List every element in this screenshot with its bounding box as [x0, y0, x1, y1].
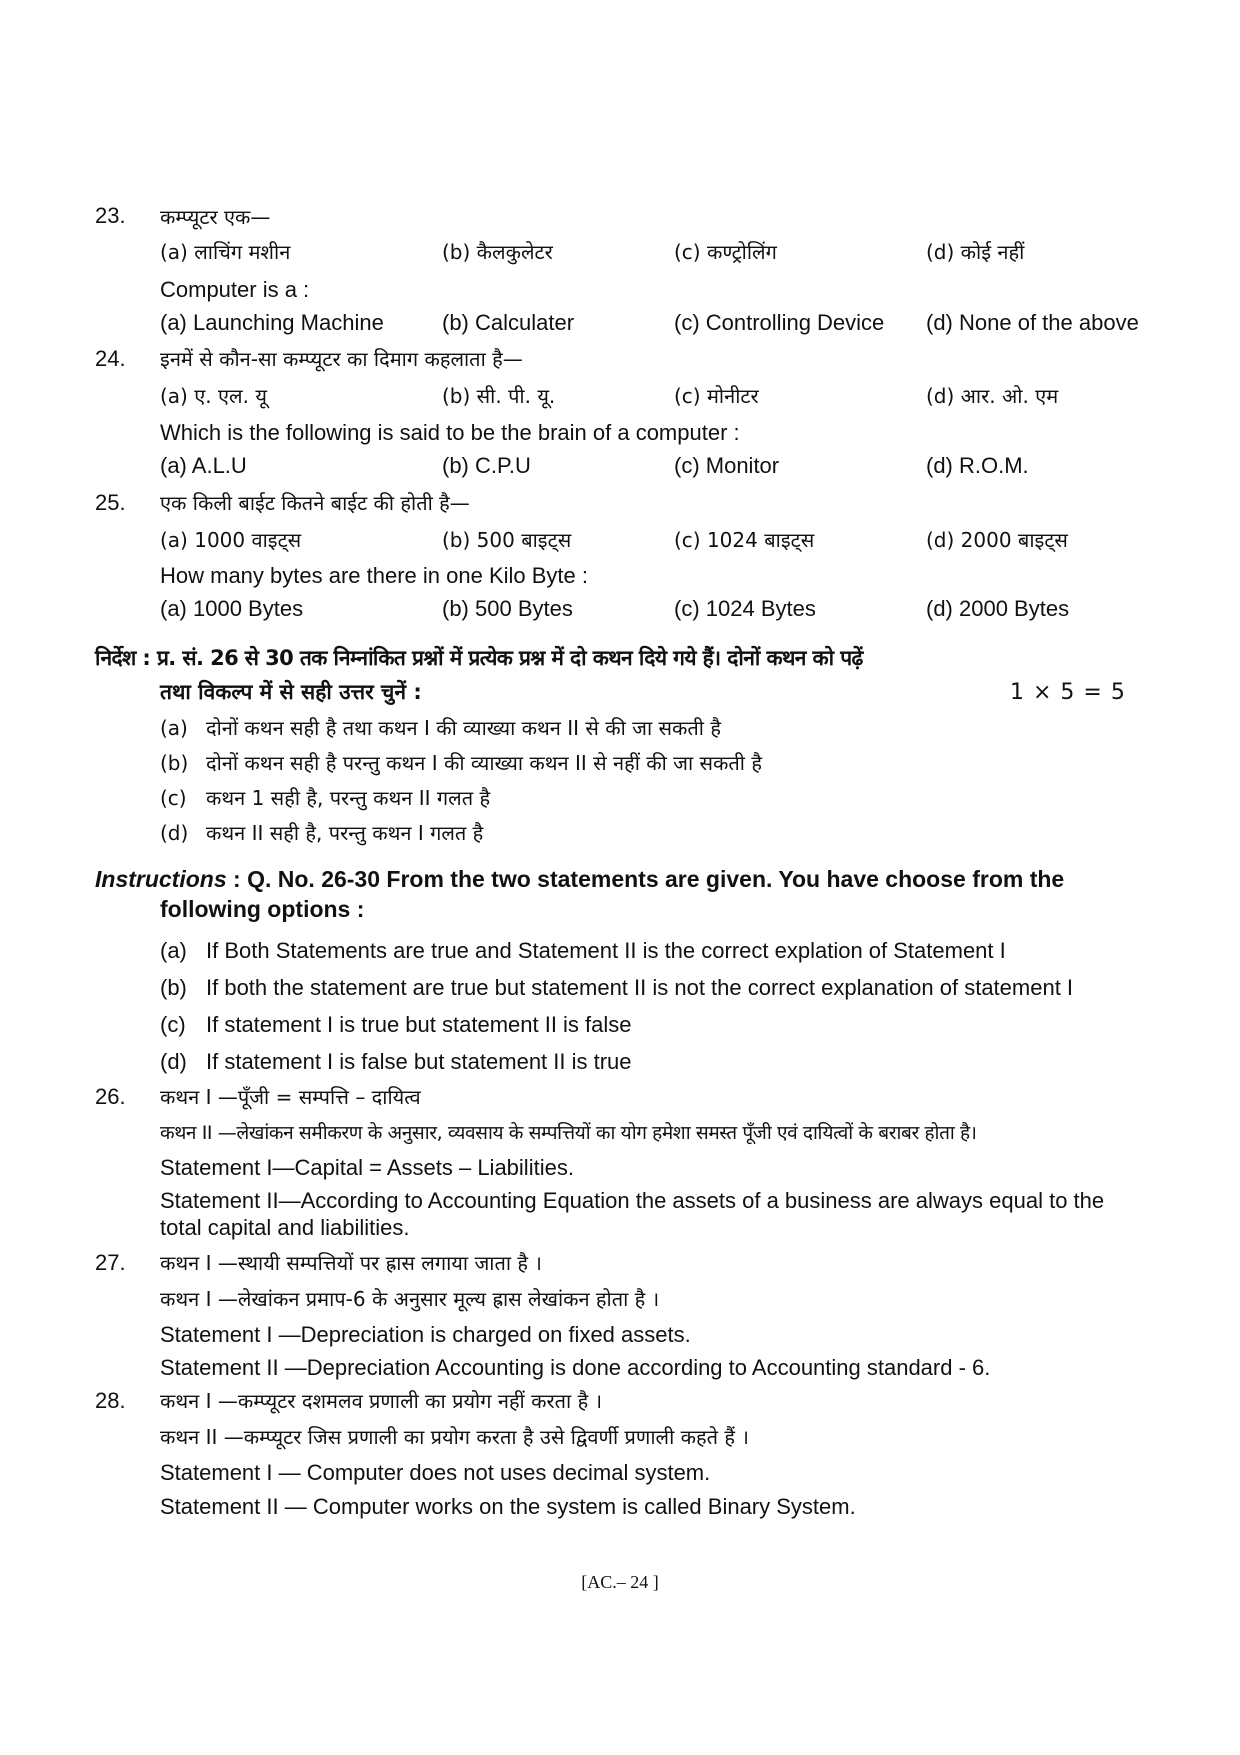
instructions-label: Instructions	[95, 866, 227, 892]
direction-option-a	[160, 714, 721, 741]
option-label: (c)	[160, 786, 187, 810]
direction-option-b	[160, 749, 762, 776]
option-d: (d) 2000 Bytes	[926, 596, 1070, 621]
option-label: (d)	[160, 821, 189, 845]
option-label: (a)	[160, 716, 188, 740]
option-d: (d) आर. ओ. एम	[926, 384, 1059, 408]
instructions-heading	[95, 866, 1064, 893]
statement-2-english: Statement II —Depreciation Accounting is done according to Accounting standard - 6.	[160, 1355, 991, 1380]
option-c: (c) 1024 बाइट्स	[674, 528, 815, 552]
question-number: 27.	[95, 1250, 126, 1275]
directions-heading-line1: निर्देश : प्र. सं. 26 से 30 तक निम्नांकित प्रश्नों में प्रत्येक प्रश्न में दो कथन दिये गये हैं। दोनों कथन को पढ़ें	[95, 646, 863, 670]
statement-1-hindi: कथन I —कम्प्यूटर दशमलव प्रणाली का प्रयोग नहीं करता है ।	[160, 1389, 603, 1413]
option-text: If both the statement are true but statement II is not the correct explanation of statement I	[206, 975, 1074, 1000]
options-english	[160, 453, 1150, 483]
page-footer: [AC.– 24 ]	[581, 1572, 659, 1592]
instructions-colon: :	[226, 866, 248, 892]
question-text-english: Which is the following is said to be the brain of a computer :	[160, 420, 740, 445]
option-c: (c) कण्ट्रोलिंग	[674, 240, 777, 264]
option-d: (d) None of the above	[926, 310, 1139, 335]
option-label: (b)	[160, 975, 187, 1000]
question-number: 28.	[95, 1388, 126, 1413]
options-hindi	[160, 238, 1150, 268]
option-text: दोनों कथन सही है परन्तु कथन I की व्याख्या कथन II से नहीं की जा सकती है	[206, 751, 762, 775]
statement-1-hindi: कथन I —स्थायी सम्पत्तियों पर ह्रास लगाया जाता है ।	[160, 1251, 542, 1275]
option-c: (c) मोनीटर	[674, 384, 759, 408]
direction-option-c	[160, 784, 490, 811]
option-a: (a) Launching Machine	[160, 310, 384, 335]
instruction-option-d	[160, 1049, 632, 1075]
option-a: (a) 1000 वाइट्स	[160, 528, 302, 552]
direction-option-d	[160, 819, 483, 846]
statement-1-english: Statement I —Depreciation is charged on fixed assets.	[160, 1322, 691, 1347]
option-label: (c)	[160, 1012, 186, 1037]
statement-2-english-line1: Statement II—According to Accounting Equation the assets of a business are always equal to the	[160, 1188, 1105, 1213]
question-number: 23.	[95, 203, 126, 228]
instructions-line2: following options :	[160, 896, 365, 922]
instruction-option-a	[160, 938, 1006, 964]
question-text-hindi: एक किली बाईट कितने बाईट की होती है—	[160, 491, 470, 515]
option-label: (b)	[160, 751, 189, 775]
option-b: (b) Calculater	[442, 310, 575, 335]
option-text: कथन II सही है, परन्तु कथन I गलत है	[206, 821, 484, 845]
question-number: 24.	[95, 346, 126, 371]
option-a: (a) लाचिंग मशीन	[160, 240, 291, 264]
options-english	[160, 310, 1150, 340]
instructions-line1: Q. No. 26-30 From the two statements are given. You have choose from the	[247, 866, 1065, 892]
option-a: (a) ए. एल. यू	[160, 384, 267, 408]
option-c: (c) 1024 Bytes	[674, 596, 816, 621]
instruction-option-c	[160, 1012, 632, 1038]
options-english	[160, 596, 1150, 626]
option-text: If statement I is true but statement II is false	[206, 1012, 632, 1037]
question-text-english: Computer is a :	[160, 277, 310, 302]
instruction-option-b	[160, 975, 1073, 1001]
option-text: दोनों कथन सही है तथा कथन I की व्याख्या कथन II से की जा सकती है	[206, 716, 721, 740]
question-number: 25.	[95, 490, 126, 515]
options-hindi	[160, 382, 1150, 412]
option-b: (b) सी. पी. यू.	[442, 384, 556, 408]
statement-2-hindi: कथन I —लेखांकन प्रमाप-6 के अनुसार मूल्य ह्रास लेखांकन होता है ।	[160, 1287, 660, 1311]
option-a: (a) A.L.U	[160, 453, 247, 478]
option-d: (d) R.O.M.	[926, 453, 1029, 478]
option-text: If statement I is false but statement II is true	[206, 1049, 632, 1074]
option-b: (b) कैलकुलेटर	[442, 240, 553, 264]
option-a: (a) 1000 Bytes	[160, 596, 304, 621]
statement-2-english-line2: total capital and liabilities.	[160, 1215, 410, 1240]
question-number: 26.	[95, 1084, 126, 1109]
option-d: (d) कोई नहीं	[926, 240, 1025, 264]
question-text-hindi: इनमें से कौन-सा कम्प्यूटर का दिमाग कहलाता है—	[160, 347, 523, 371]
option-d: (d) 2000 बाइट्स	[926, 528, 1068, 552]
statement-2-hindi: कथन II —कम्प्यूटर जिस प्रणाली का प्रयोग करता है उसे द्विवर्णी प्रणाली कहते हैं ।	[160, 1425, 749, 1449]
option-b: (b) 500 Bytes	[442, 596, 573, 621]
directions-heading-line2: तथा विकल्प में से सही उत्तर चुनें :	[160, 680, 422, 704]
marks-label: 1 × 5 = 5	[1010, 680, 1126, 705]
options-hindi	[160, 526, 1150, 556]
question-text-english: How many bytes are there in one Kilo Byte :	[160, 563, 588, 588]
statement-1-english: Statement I — Computer does not uses decimal system.	[160, 1460, 711, 1485]
statement-1-english: Statement I—Capital = Assets – Liabilities.	[160, 1155, 574, 1180]
question-text-hindi: कम्प्यूटर एक—	[160, 205, 271, 229]
option-b: (b) C.P.U	[442, 453, 531, 478]
option-label: (d)	[160, 1049, 187, 1074]
option-b: (b) 500 बाइट्स	[442, 528, 572, 552]
statement-2-english: Statement II — Computer works on the system is called Binary System.	[160, 1494, 856, 1519]
option-text: If Both Statements are true and Statement II is the correct explation of Statement I	[206, 938, 1006, 963]
statement-1-hindi: कथन I —पूँजी = सम्पत्ति – दायित्व	[160, 1085, 421, 1109]
option-c: (c) Monitor	[674, 453, 780, 478]
option-c: (c) Controlling Device	[674, 310, 885, 335]
statement-2-hindi: कथन II —लेखांकन समीकरण के अनुसार, व्यवसाय के सम्पत्तियों का योग हमेशा समस्त पूँजी एवं दायित्वों के बराबर होता है।	[160, 1122, 977, 1144]
option-label: (a)	[160, 938, 187, 963]
option-text: कथन 1 सही है, परन्तु कथन II गलत है	[206, 786, 491, 810]
